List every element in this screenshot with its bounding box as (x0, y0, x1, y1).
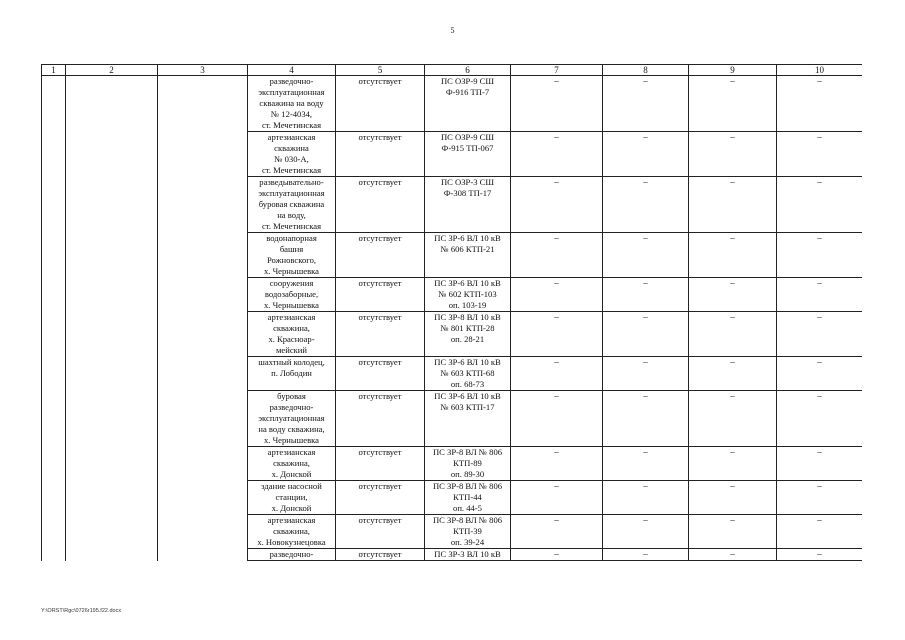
column-header: 8 (603, 65, 689, 76)
col8-cell: – (603, 391, 689, 447)
col9-cell: – (689, 76, 777, 132)
empty-cell (66, 312, 158, 357)
power-source-cell: ПС ОЗР-3 СШ Ф-308 ТП-17 (425, 177, 511, 233)
power-source-cell: ПС ЗР-3 ВЛ 10 кВ (425, 549, 511, 561)
col10-cell: – (777, 132, 863, 177)
empty-cell (66, 177, 158, 233)
empty-cell (42, 278, 66, 312)
table-row (42, 549, 863, 561)
col8-cell: – (603, 278, 689, 312)
object-cell: артезианская скважина, х. Донской (248, 447, 336, 481)
col8-cell: – (603, 357, 689, 391)
col9-cell: – (689, 357, 777, 391)
col7-cell: – (511, 391, 603, 447)
empty-cell (66, 549, 158, 561)
power-source-cell: ПС ЗР-8 ВЛ № 806 КТП-89 оп. 89-30 (425, 447, 511, 481)
object-cell: разведочно- (248, 549, 336, 561)
status-cell: отсутствует (336, 76, 425, 132)
power-source-cell: ПС ЗР-6 ВЛ 10 кВ № 603 КТП-17 (425, 391, 511, 447)
table-row (42, 76, 863, 132)
table-row (42, 177, 863, 233)
object-cell: здание насосной станции, х. Донской (248, 481, 336, 515)
col10-cell: – (777, 76, 863, 132)
status-cell: отсутствует (336, 391, 425, 447)
empty-cell (66, 481, 158, 515)
empty-cell (158, 76, 248, 132)
empty-cell (42, 177, 66, 233)
col8-cell: – (603, 515, 689, 549)
col10-cell: – (777, 391, 863, 447)
empty-cell (158, 447, 248, 481)
table-row (42, 132, 863, 177)
object-cell: артезианская скважина, х. Красноар- мейский (248, 312, 336, 357)
power-source-cell: ПС ОЗР-9 СШ Ф-915 ТП-067 (425, 132, 511, 177)
col10-cell: – (777, 357, 863, 391)
col9-cell: – (689, 132, 777, 177)
table-row (42, 312, 863, 357)
empty-cell (158, 481, 248, 515)
status-cell: отсутствует (336, 481, 425, 515)
col7-cell: – (511, 357, 603, 391)
col7-cell: – (511, 515, 603, 549)
power-source-cell: ПС ЗР-8 ВЛ № 806 КТП-39 оп. 39-24 (425, 515, 511, 549)
col9-cell: – (689, 549, 777, 561)
col9-cell: – (689, 177, 777, 233)
column-header: 1 (42, 65, 66, 76)
status-cell: отсутствует (336, 132, 425, 177)
table-viewport (41, 64, 862, 596)
col9-cell: – (689, 391, 777, 447)
col7-cell: – (511, 549, 603, 561)
col7-cell: – (511, 177, 603, 233)
table-row (42, 515, 863, 549)
object-cell: артезианская скважина № 030-А, ст. Мечетинская (248, 132, 336, 177)
empty-cell (158, 233, 248, 278)
col10-cell: – (777, 312, 863, 357)
column-header: 4 (248, 65, 336, 76)
col10-cell: – (777, 278, 863, 312)
col10-cell: – (777, 481, 863, 515)
empty-cell (66, 391, 158, 447)
column-header: 6 (425, 65, 511, 76)
status-cell: отсутствует (336, 357, 425, 391)
col8-cell: – (603, 312, 689, 357)
power-source-cell: ПС ЗР-6 ВЛ 10 кВ № 606 КТП-21 (425, 233, 511, 278)
column-header: 9 (689, 65, 777, 76)
column-header: 2 (66, 65, 158, 76)
empty-cell (158, 357, 248, 391)
status-cell: отсутствует (336, 233, 425, 278)
col9-cell: – (689, 233, 777, 278)
col7-cell: – (511, 278, 603, 312)
table-row (42, 357, 863, 391)
col9-cell: – (689, 481, 777, 515)
empty-cell (66, 76, 158, 132)
col7-cell: – (511, 481, 603, 515)
table-row (42, 481, 863, 515)
status-cell: отсутствует (336, 447, 425, 481)
object-cell: артезианская скважина, х. Новокузнецовка (248, 515, 336, 549)
empty-cell (42, 312, 66, 357)
empty-cell (66, 515, 158, 549)
col9-cell: – (689, 515, 777, 549)
empty-cell (42, 233, 66, 278)
empty-cell (42, 76, 66, 132)
col10-cell: – (777, 515, 863, 549)
empty-cell (158, 278, 248, 312)
empty-cell (42, 549, 66, 561)
col7-cell: – (511, 233, 603, 278)
col7-cell: – (511, 76, 603, 132)
table-row (42, 233, 863, 278)
col10-cell: – (777, 549, 863, 561)
status-cell: отсутствует (336, 177, 425, 233)
page-number: 5 (450, 26, 455, 35)
file-path-footer: Y:\ORST\Rgc\0726r195.f22.docx (41, 608, 122, 614)
object-cell: сооружения водозаборные, х. Чернышевка (248, 278, 336, 312)
col9-cell: – (689, 447, 777, 481)
object-cell: буровая разведочно- эксплуатационная на воду скважина, х. Чернышевка (248, 391, 336, 447)
power-source-cell: ПС ЗР-8 ВЛ № 806 КТП-44 оп. 44-5 (425, 481, 511, 515)
column-header: 5 (336, 65, 425, 76)
empty-cell (42, 515, 66, 549)
table-row (42, 391, 863, 447)
empty-cell (42, 391, 66, 447)
empty-cell (66, 278, 158, 312)
status-cell: отсутствует (336, 515, 425, 549)
col8-cell: – (603, 177, 689, 233)
col7-cell: – (511, 312, 603, 357)
empty-cell (66, 447, 158, 481)
empty-cell (42, 481, 66, 515)
col9-cell: – (689, 312, 777, 357)
status-cell: отсутствует (336, 278, 425, 312)
column-header: 3 (158, 65, 248, 76)
table-row (42, 447, 863, 481)
col8-cell: – (603, 76, 689, 132)
empty-cell (66, 132, 158, 177)
object-cell: шахтный колодец, п. Лободин (248, 357, 336, 391)
table-row (42, 278, 863, 312)
empty-cell (66, 357, 158, 391)
empty-cell (66, 233, 158, 278)
col8-cell: – (603, 481, 689, 515)
power-source-cell: ПС ЗР-8 ВЛ 10 кВ № 801 КТП-28 оп. 28-21 (425, 312, 511, 357)
data-table (41, 64, 862, 561)
col8-cell: – (603, 233, 689, 278)
empty-cell (158, 549, 248, 561)
empty-cell (158, 391, 248, 447)
power-source-cell: ПС ОЗР-9 СШ Ф-916 ТП-7 (425, 76, 511, 132)
empty-cell (42, 447, 66, 481)
status-cell: отсутствует (336, 549, 425, 561)
column-header: 10 (777, 65, 863, 76)
empty-cell (158, 515, 248, 549)
col8-cell: – (603, 132, 689, 177)
object-cell: разведочно- эксплуатационная скважина на воду № 12-4034, ст. Мечетинская (248, 76, 336, 132)
col8-cell: – (603, 549, 689, 561)
status-cell: отсутствует (336, 312, 425, 357)
col10-cell: – (777, 177, 863, 233)
col7-cell: – (511, 447, 603, 481)
col10-cell: – (777, 447, 863, 481)
col8-cell: – (603, 447, 689, 481)
col10-cell: – (777, 233, 863, 278)
header-row (42, 65, 863, 76)
column-header: 7 (511, 65, 603, 76)
empty-cell (158, 177, 248, 233)
col9-cell: – (689, 278, 777, 312)
empty-cell (158, 132, 248, 177)
col7-cell: – (511, 132, 603, 177)
empty-cell (42, 357, 66, 391)
empty-cell (158, 312, 248, 357)
power-source-cell: ПС ЗР-6 ВЛ 10 кВ № 603 КТП-68 оп. 68-73 (425, 357, 511, 391)
empty-cell (42, 132, 66, 177)
table-body (42, 76, 863, 561)
power-source-cell: ПС ЗР-6 ВЛ 10 кВ № 602 КТП-103 оп. 103-19 (425, 278, 511, 312)
object-cell: разведывательно- эксплуатационная буровая скважина на воду, ст. Мечетинская (248, 177, 336, 233)
object-cell: водонапорная башня Рожновского, х. Чернышевка (248, 233, 336, 278)
